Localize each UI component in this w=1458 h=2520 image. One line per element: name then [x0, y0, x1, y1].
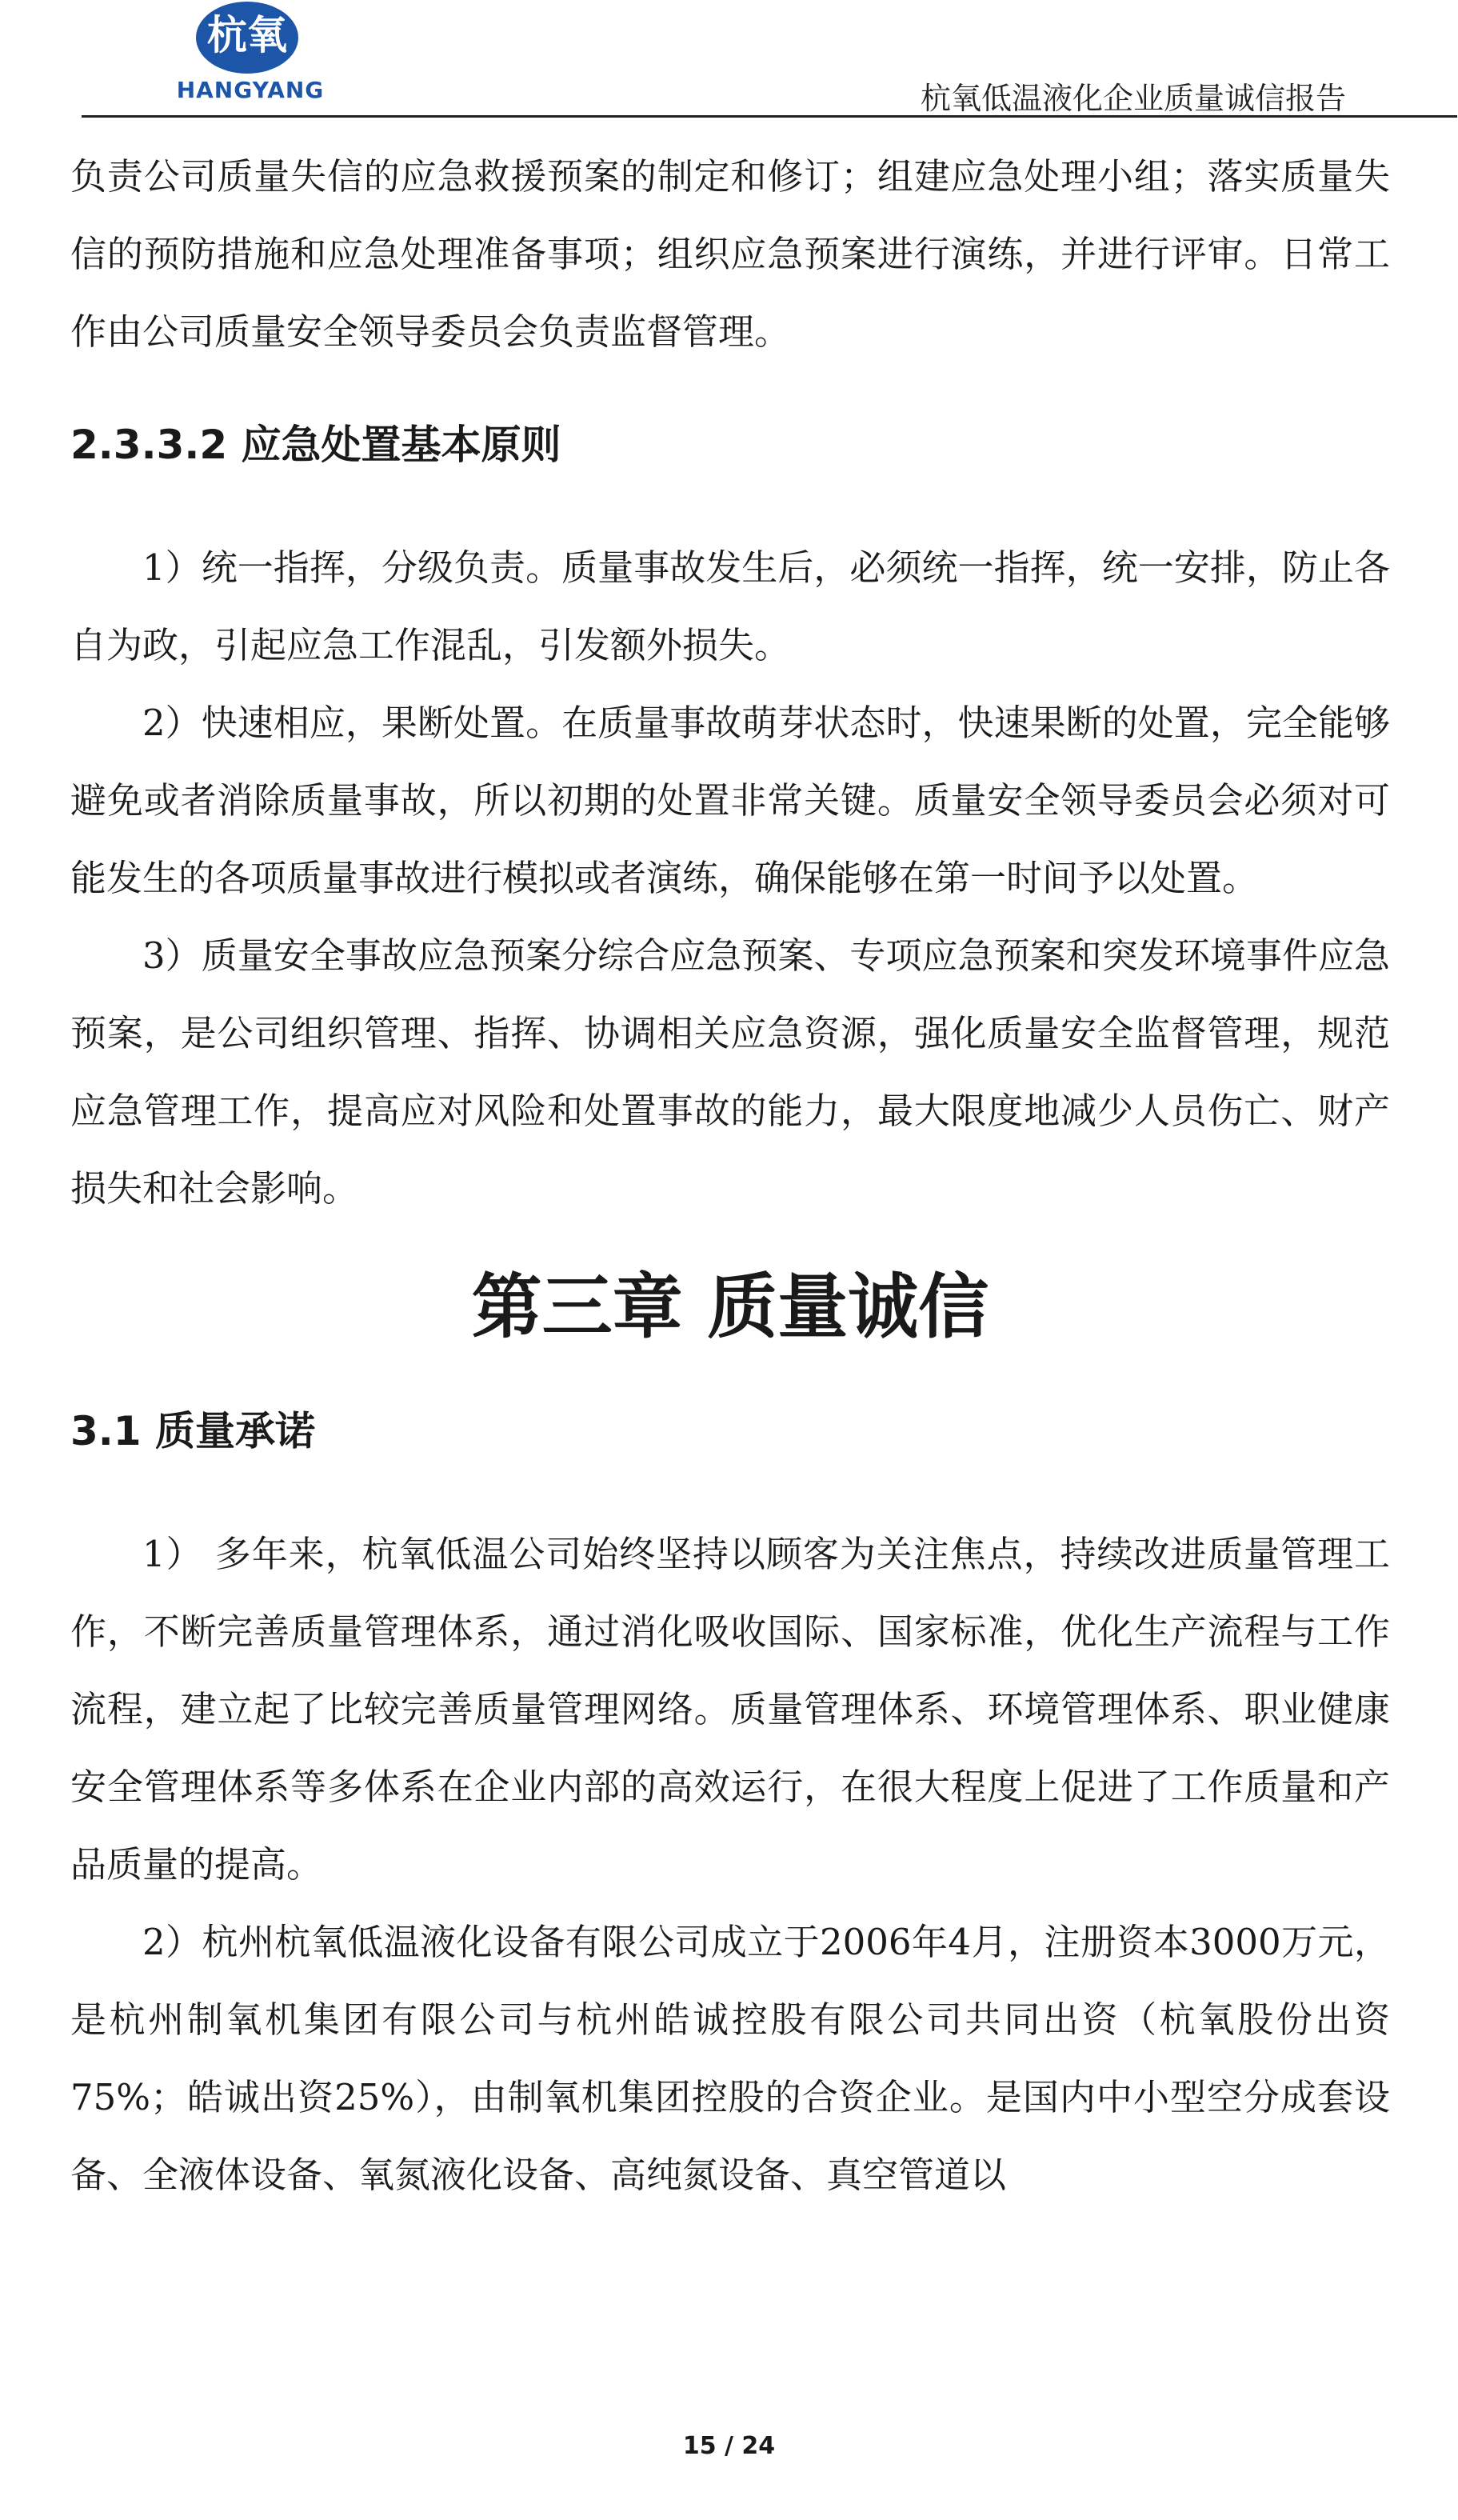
- chapter-title: 第三章 质量诚信: [471, 1266, 989, 1348]
- principle-3: 3）质量安全事故应急预案分综合应急预案、专项应急预案和突发环境事件应急预案，是公司组织管理、指挥、协调相关应急资源，强化质量安全监督管理，规范应急管理工作，提高应对风险和处置事故的能力，最大限度地减少人员伤亡、财产损失和社会影响。: [70, 934, 1390, 1210]
- paragraph-continuation: 负责公司质量失信的应急救援预案的制定和修订；组建应急处理小组；落实质量失信的预防措施和应急处理准备事项；组织应急预案进行演练，并进行评审。日常工作由公司质量安全领导委员会负责监督管理。: [70, 155, 1390, 353]
- logo-wordmark: HANGYANG: [176, 77, 325, 103]
- section-heading-2-3-3-2: 2.3.3.2 应急处置基本原则: [70, 422, 561, 468]
- principle-1: 1）统一指挥，分级负责。质量事故发生后，必须统一指挥，统一安排，防止各自为政，引起应急工作混乱，引发额外损失。: [70, 546, 1390, 666]
- logo-mark: 杭氧: [207, 12, 287, 58]
- commitment-2: 2）杭州杭氧低温液化设备有限公司成立于2006年4月，注册资本3000万元，是杭州制氧机集团有限公司与杭州皓诚控股有限公司共同出资（杭氧股份出资75%；皓诚出资25%），由制氧机集团控股的合资企业。是国内中小型空分成套设备、全液体设备、氧氮液化设备、高纯氮设备、真空管道以: [70, 1921, 1390, 2196]
- section-heading-3-1: 3.1 质量承诺: [70, 1408, 315, 1454]
- hangyang-logo: [170, 0, 330, 112]
- page-number: 15 / 24: [682, 2432, 776, 2460]
- principle-2: 2）快速相应，果断处置。在质量事故萌芽状态时，快速果断的处置，完全能够避免或者消除质量事故，所以初期的处置非常关键。质量安全领导委员会必须对可能发生的各项质量事故进行模拟或者演练，确保能够在第一时间予以处置。: [70, 702, 1390, 899]
- page-content: [70, 138, 1390, 2214]
- report-title: 杭氧低温液化企业质量诚信报告: [920, 81, 1346, 116]
- commitment-1: 1） 多年来，杭氧低温公司始终坚持以顾客为关注焦点，持续改进质量管理工作，不断完善质量管理体系，通过消化吸收国际、国家标准，优化生产流程与工作流程，建立起了比较完善质量管理网络。质量管理体系、环境管理体系、职业健康安全管理体系等多体系在企业内部的高效运行，在很大程度上促进了工作质量和产品质量的提高。: [70, 1533, 1390, 1886]
- header-divider: [82, 115, 1457, 118]
